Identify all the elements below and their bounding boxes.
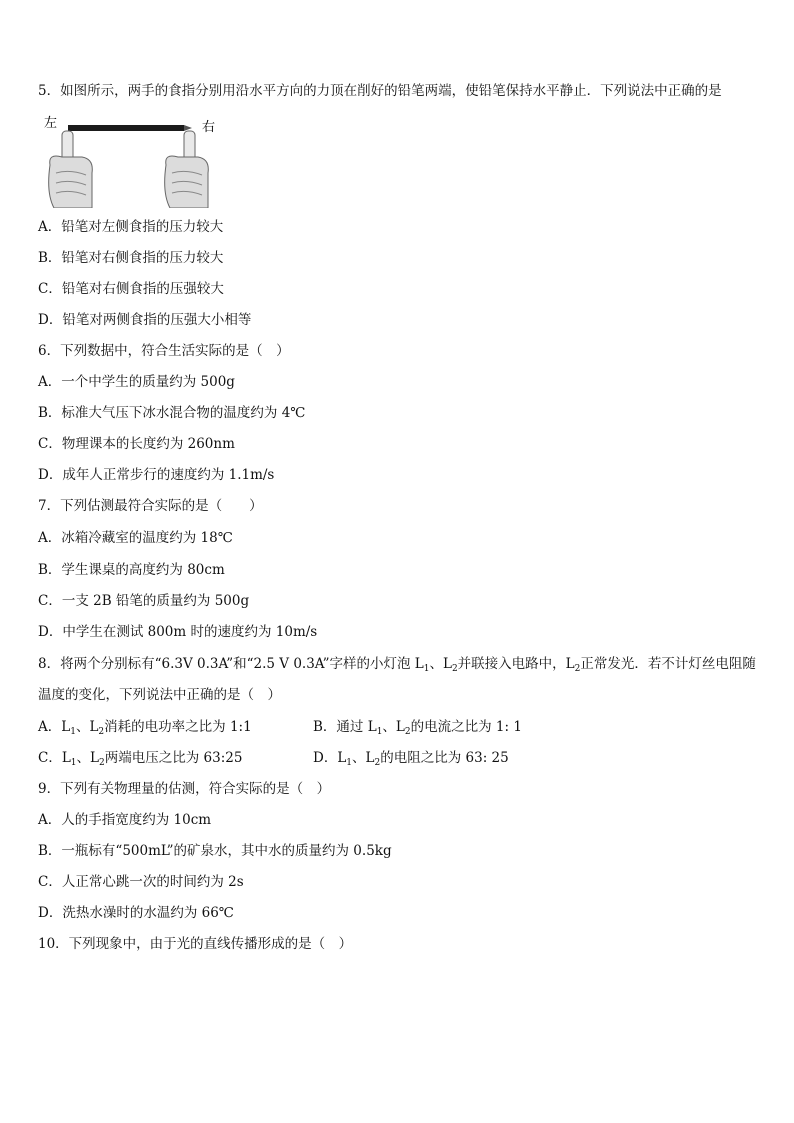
- q6-option-c: C．物理课本的长度约为 260nm: [38, 436, 235, 452]
- q9-option-c: C．人正常心跳一次的时间约为 2s: [38, 874, 244, 890]
- q6-option-b: B．标准大气压下冰水混合物的温度约为 4℃: [38, 405, 306, 421]
- question-10-stem: 10．下列现象中，由于光的直线传播形成的是（ ）: [38, 936, 353, 952]
- q8-option-d: D．$L_1$、$L_2$的电阻之比为 63: 25: [313, 750, 509, 768]
- pencil-fingers-illustration: [42, 113, 232, 208]
- left-hand: [49, 131, 93, 208]
- question-9-stem: 9．下列有关物理量的估测，符合实际的是（ ）: [38, 781, 331, 797]
- q8-stem-part: 并联接入电路中，L: [457, 656, 575, 672]
- q8-stem-part: 、L: [429, 656, 452, 672]
- figure-left-label: 左: [44, 115, 58, 130]
- q5-option-a: A．铅笔对左侧食指的压力较大: [38, 219, 224, 235]
- question-7-stem: 7．下列估测最符合实际的是（ ）: [38, 498, 263, 514]
- q6-option-d: D．成年人正常步行的速度约为 1.1m/s: [38, 467, 275, 483]
- q9-option-a: A．人的手指宽度约为 10cm: [38, 812, 212, 828]
- q8-option-row-2: [38, 749, 242, 767]
- q8-stem-part: 8．将两个分别标有“6.3V 0.3A”和“2.5 V 0.3A”字样的小灯泡 L: [38, 656, 424, 672]
- q5-option-c: C．铅笔对右侧食指的压强较大: [38, 281, 224, 297]
- subscript: 2: [451, 664, 458, 674]
- q8-option-b: B．通过 $L_1$、$L_2$的电流之比为 1: 1: [313, 719, 522, 737]
- q9-option-b: B．一瓶标有“500mL”的矿泉水，其中水的质量约为 0.5kg: [38, 843, 392, 859]
- q6-option-a: A．一个中学生的质量约为 500g: [38, 374, 235, 390]
- question-8-stem-line2: 温度的变化，下列说法中正确的是（ ）: [38, 687, 281, 703]
- question-5-stem: 5．如图所示，两手的食指分别用沿水平方向的力顶在削好的铅笔两端，使铅笔保持水平静止．下列说法中正确的是: [38, 83, 722, 99]
- right-hand: [165, 131, 209, 208]
- subscript: 1: [423, 664, 430, 674]
- figure-right-label: 右: [202, 119, 216, 134]
- q8-option-c: C．$L_1$、$L_2$两端电压之比为 63:25: [38, 750, 243, 768]
- pencil-fingers-figure: [42, 113, 232, 208]
- pencil-tip: [184, 125, 192, 131]
- question-6-stem: 6．下列数据中，符合生活实际的是（ ）: [38, 343, 290, 359]
- q7-option-c: C．一支 2B 铅笔的质量约为 500g: [38, 593, 250, 609]
- q7-option-a: A．冰箱冷藏室的温度约为 18℃: [38, 530, 233, 546]
- q5-option-d: D．铅笔对两侧食指的压强大小相等: [38, 312, 252, 328]
- q7-option-d: D．中学生在测试 800m 时的速度约为 10m/s: [38, 624, 318, 640]
- q8-stem-part: 正常发光．若不计灯丝电阻随: [580, 656, 756, 672]
- pencil-body: [68, 125, 184, 131]
- question-8-stem-line1: [38, 655, 756, 673]
- q8-option-row-1: [38, 718, 252, 736]
- subscript: 2: [574, 664, 581, 674]
- q9-option-d: D．洗热水澡时的水温约为 66℃: [38, 905, 234, 921]
- q7-option-b: B．学生课桌的高度约为 80cm: [38, 562, 225, 578]
- q5-option-b: B．铅笔对右侧食指的压力较大: [38, 250, 224, 266]
- q8-option-a: A．$L_1$、$L_2$消耗的电功率之比为 1:1: [38, 719, 252, 737]
